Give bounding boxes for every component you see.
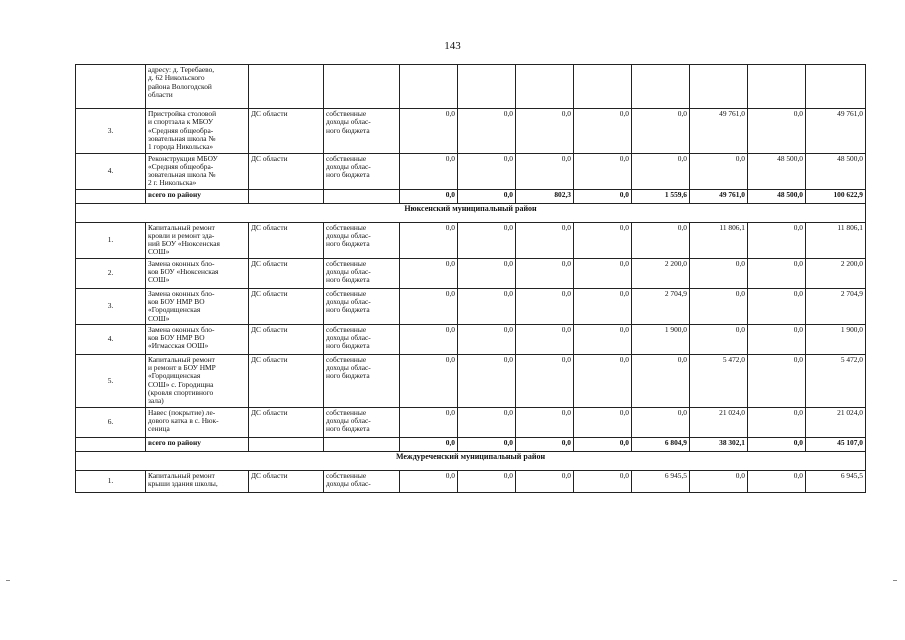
table-row [76,324,866,354]
table-body [76,65,866,493]
amount-value: 0,0 [690,470,748,492]
amount-value: 0,0 [400,354,458,407]
amount-value: 0,0 [516,288,574,324]
empty-cell [324,189,400,203]
row-number: 4. [76,153,146,189]
empty-cell [324,437,400,451]
amount-value: 0,0 [458,222,516,258]
amount-value: 0,0 [748,222,806,258]
amount-value: 0,0 [400,407,458,437]
total-value: 0,0 [400,189,458,203]
amount-value: 0,0 [400,470,458,492]
amount-value: 0,0 [458,258,516,288]
amount-value: 0,0 [632,222,690,258]
budget-type: собственные доходы облас- ного бюджета [324,153,400,189]
amount-value: 0,0 [516,153,574,189]
amount-value: 49 761,0 [806,109,866,154]
empty-cell [806,65,866,109]
amount-value: 0,0 [748,470,806,492]
amount-value: 0,0 [574,354,632,407]
amount-value: 1 900,0 [806,324,866,354]
amount-value: 0,0 [516,258,574,288]
object-name: Навес (покрытие) ле- дового катка в с. Нюк- сеница [146,407,249,437]
section-title: Нюксенский муниципальный район [76,203,866,222]
total-value: 0,0 [400,437,458,451]
row-number: 5. [76,354,146,407]
row-number: 1. [76,222,146,258]
budget-type: собственные доходы облас- ного бюджета [324,258,400,288]
amount-value: 21 024,0 [806,407,866,437]
amount-value: 0,0 [458,470,516,492]
district-total-row [76,437,866,451]
amount-value: 0,0 [400,258,458,288]
amount-value: 0,0 [632,109,690,154]
object-name: Замена оконных бло- ков БОУ НМР ВО «Игмасская ООШ» [146,324,249,354]
total-value: 48 500,0 [748,189,806,203]
empty-cell [516,65,574,109]
budget-type: собственные доходы облас- [324,470,400,492]
total-value: 0,0 [458,189,516,203]
row-number: 1. [76,470,146,492]
row-number: 4. [76,324,146,354]
funding-source: ДС области [249,354,324,407]
amount-value: 0,0 [632,153,690,189]
page-number: 143 [444,40,461,52]
amount-value: 5 472,0 [690,354,748,407]
object-name: адресу: д. Теребаево, д. 62 Никольского района Вологодской области [146,65,249,109]
empty-cell [400,65,458,109]
row-number: 3. [76,288,146,324]
amount-value: 1 900,0 [632,324,690,354]
funding-source: ДС области [249,109,324,154]
budget-type: собственные доходы облас- ного бюджета [324,354,400,407]
empty-cell [324,65,400,109]
row-number: 2. [76,258,146,288]
amount-value: 0,0 [516,222,574,258]
amount-value: 2 200,0 [806,258,866,288]
amount-value: 0,0 [400,109,458,154]
object-name: Пристройка столовой и спортзала к МБОУ «Средняя общеобра- зовательная школа № 1 города Никольска» [146,109,249,154]
table-row [76,153,866,189]
amount-value: 0,0 [400,324,458,354]
amount-value: 0,0 [748,258,806,288]
empty-cell [690,65,748,109]
funding-source: ДС области [249,258,324,288]
amount-value: 21 024,0 [690,407,748,437]
budget-type: собственные доходы облас- ного бюджета [324,407,400,437]
amount-value: 0,0 [748,407,806,437]
amount-value: 0,0 [574,222,632,258]
amount-value: 0,0 [748,109,806,154]
table-row [76,222,866,258]
empty-cell [458,65,516,109]
scan-edge-mark [893,580,897,581]
funding-source: ДС области [249,288,324,324]
budget-type: собственные доходы облас- ного бюджета [324,109,400,154]
empty-cell [748,65,806,109]
amount-value: 0,0 [632,407,690,437]
amount-value: 0,0 [516,109,574,154]
amount-value: 0,0 [400,222,458,258]
table-row [76,407,866,437]
section-header-row [76,451,866,470]
empty-cell [249,65,324,109]
district-total-row [76,189,866,203]
amount-value: 0,0 [458,109,516,154]
table-row [76,258,866,288]
total-value: 100 622,9 [806,189,866,203]
empty-cell [632,65,690,109]
object-name: Реконструкция МБОУ «Средняя общеобра- зовательная школа № 2 г. Никольска» [146,153,249,189]
total-label: всего по району [146,437,249,451]
empty-cell [76,189,146,203]
amount-value: 0,0 [574,109,632,154]
amount-value: 0,0 [748,288,806,324]
budget-type: собственные доходы облас- ного бюджета [324,324,400,354]
total-value: 0,0 [574,437,632,451]
funding-source: ДС области [249,470,324,492]
amount-value: 0,0 [690,258,748,288]
total-value: 6 804,9 [632,437,690,451]
amount-value: 0,0 [574,153,632,189]
section-header-row [76,203,866,222]
total-value: 38 302,1 [690,437,748,451]
total-value: 1 559,6 [632,189,690,203]
amount-value: 5 472,0 [806,354,866,407]
total-label: всего по району [146,189,249,203]
amount-value: 2 704,9 [632,288,690,324]
amount-value: 0,0 [458,153,516,189]
amount-value: 6 945,5 [632,470,690,492]
budget-table [75,64,866,493]
amount-value: 0,0 [690,288,748,324]
total-value: 0,0 [516,437,574,451]
amount-value: 0,0 [516,470,574,492]
amount-value: 0,0 [516,324,574,354]
amount-value: 0,0 [516,354,574,407]
row-number: 3. [76,109,146,154]
total-value: 45 107,0 [806,437,866,451]
table-row [76,354,866,407]
object-name: Капитальный ремонт и ремонт в БОУ НМР «Городищенская СОШ» с. Городищна (кровля спортивного зала) [146,354,249,407]
amount-value: 0,0 [574,407,632,437]
object-name: Замена оконных бло- ков БОУ НМР ВО «Городищенская СОШ» [146,288,249,324]
budget-type: собственные доходы облас- ного бюджета [324,288,400,324]
amount-value: 0,0 [516,407,574,437]
amount-value: 0,0 [574,470,632,492]
funding-source: ДС области [249,324,324,354]
row-number: 6. [76,407,146,437]
amount-value: 0,0 [458,407,516,437]
amount-value: 0,0 [690,324,748,354]
amount-value: 48 500,0 [748,153,806,189]
amount-value: 0,0 [574,258,632,288]
amount-value: 0,0 [748,354,806,407]
amount-value: 2 200,0 [632,258,690,288]
amount-value: 0,0 [574,288,632,324]
amount-value: 49 761,0 [690,109,748,154]
amount-value: 0,0 [400,153,458,189]
object-name: Замена оконных бло- ков БОУ «Нюксенская СОШ» [146,258,249,288]
table-row [76,288,866,324]
object-name: Капитальный ремонт кровли и ремонт зда- ний БОУ «Нюксенская СОШ» [146,222,249,258]
amount-value: 2 704,9 [806,288,866,324]
amount-value: 0,0 [458,354,516,407]
empty-cell [76,65,146,109]
amount-value: 11 806,1 [690,222,748,258]
funding-source: ДС области [249,407,324,437]
amount-value: 0,0 [458,288,516,324]
table-row [76,470,866,492]
amount-value: 6 945,5 [806,470,866,492]
amount-value: 0,0 [632,354,690,407]
funding-source: ДС области [249,153,324,189]
amount-value: 0,0 [400,288,458,324]
total-value: 0,0 [458,437,516,451]
empty-cell [249,437,324,451]
empty-cell [76,437,146,451]
empty-cell [249,189,324,203]
amount-value: 0,0 [458,324,516,354]
scan-edge-mark [6,580,10,581]
total-value: 49 761,0 [690,189,748,203]
total-value: 0,0 [574,189,632,203]
amount-value: 0,0 [748,324,806,354]
funding-source: ДС области [249,222,324,258]
amount-value: 48 500,0 [806,153,866,189]
empty-cell [574,65,632,109]
table-row [76,109,866,154]
amount-value: 0,0 [690,153,748,189]
total-value: 0,0 [748,437,806,451]
budget-type: собственные доходы облас- ного бюджета [324,222,400,258]
section-title: Междуреченский муниципальный район [76,451,866,470]
amount-value: 11 806,1 [806,222,866,258]
amount-value: 0,0 [574,324,632,354]
continued-row [76,65,866,109]
object-name: Капитальный ремонт крыши здания школы, [146,470,249,492]
total-value: 802,3 [516,189,574,203]
